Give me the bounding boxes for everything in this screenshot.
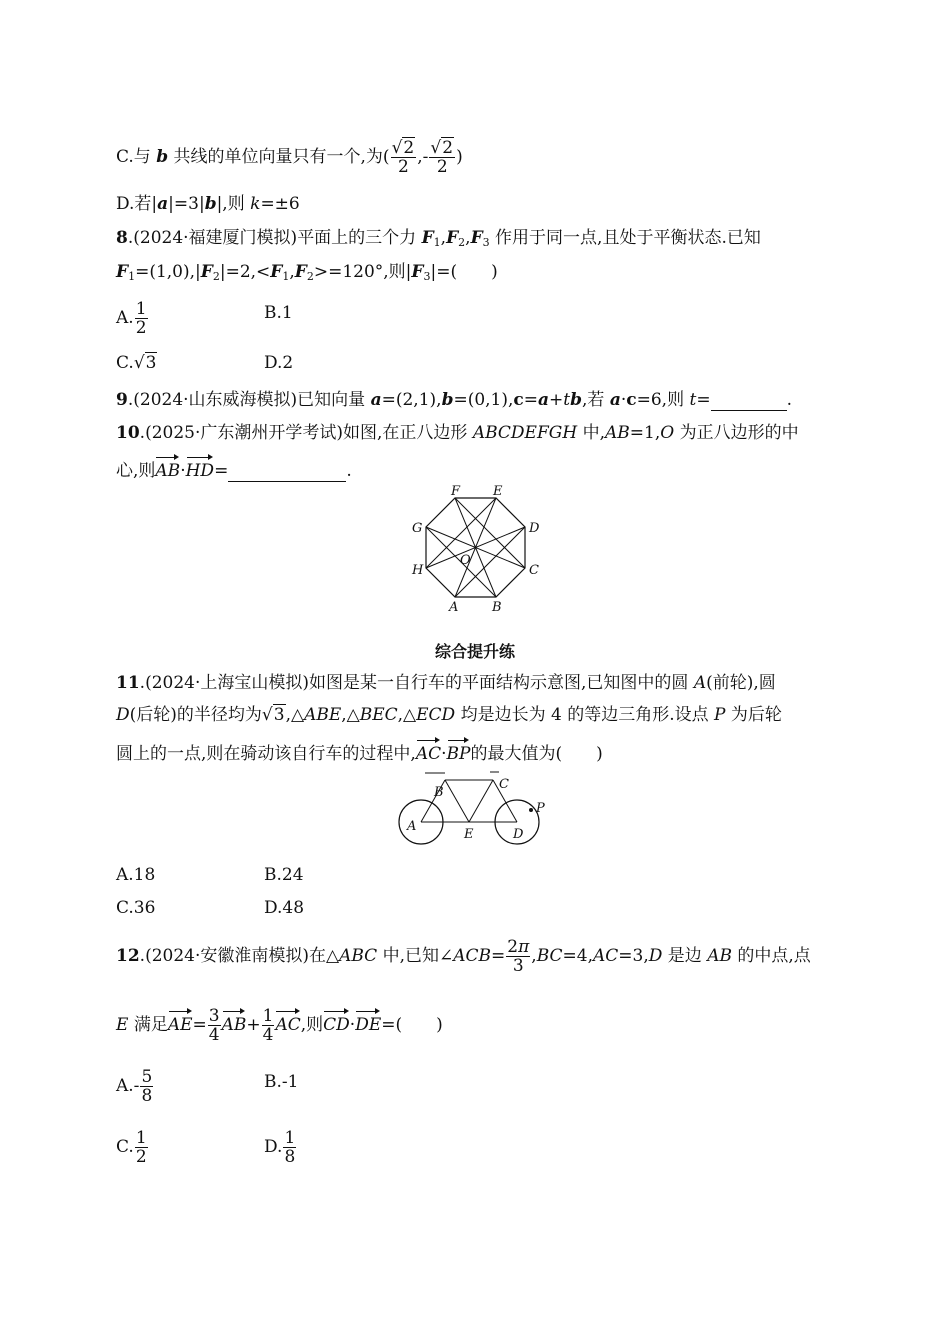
octagon-label-g: G <box>412 521 423 536</box>
q8-source: .(2024·福建厦门模拟) <box>127 228 298 248</box>
q10-stem-line1: 10.(2025·广东潮州开学考试)如图,在正八边形 ABCDEFGH 中,AB=1,O 为正八边形的中 <box>116 423 799 443</box>
q11-option-a: A.18 <box>116 865 156 885</box>
octagon-label-d: D <box>529 521 540 536</box>
octagon-figure <box>400 480 550 620</box>
octagon-label-a: A <box>449 600 459 615</box>
octagon-label-f: F <box>451 484 461 499</box>
q8-option-a: A. $\frac{1}{2}$ <box>116 299 147 338</box>
q12-option-a: A.- $\frac{5}{8}$ <box>116 1067 153 1106</box>
octagon-label-e: E <box>493 484 503 499</box>
bicycle-label-e: E <box>464 827 474 842</box>
octagon-label-o: O <box>460 553 471 568</box>
q8-option-b: B.1 <box>264 303 293 323</box>
section-title: 综合提升练 <box>434 642 515 661</box>
bicycle-figure <box>395 768 555 848</box>
octagon-label-b: B <box>492 600 502 615</box>
q11-stem-line3: 圆上的一点,则在骑动该自行车的过程中,AC·BP的最大值为( ) <box>116 737 603 765</box>
q12-stem-line1: 12.(2024·安徽淮南模拟)在△ABC 中,已知∠ACB= $\frac{2\pi}{3}$ ,BC=4,AC=3,D 是边 AB 的中点,点 <box>116 937 811 976</box>
q11-option-d: D.48 <box>264 898 305 918</box>
q9-number: 9 <box>116 390 128 410</box>
q8-number: 8 <box>116 228 128 248</box>
q9-stem: 9.(2024·山东威海模拟)已知向量 a=(2,1),b=(0,1),c=a+tb,若 a·c=6,则 t= . <box>116 390 792 410</box>
q10-stem-line2: 心,则AB·HD= . <box>116 454 352 482</box>
bicycle-label-d: D <box>513 827 524 842</box>
q8-option-c: C.√3 <box>116 353 157 373</box>
q11-option-b: B.24 <box>264 865 304 885</box>
q11-number: 11 <box>116 673 140 693</box>
bicycle-label-a: A <box>407 819 417 834</box>
q11-stem-line1: 11.(2024·上海宝山模拟)如图是某一自行车的平面结构示意图,已知图中的圆 A(前轮),圆 <box>116 673 776 693</box>
q8-option-d: D.2 <box>264 353 294 373</box>
q7-option-c: C.与 b 共线的单位向量只有一个,为( $\frac{√2}{2}$ ,- $\frac{√2}{2}$ ) <box>116 138 463 177</box>
q11-option-c: C.36 <box>116 898 156 918</box>
bicycle-label-c: C <box>499 777 509 792</box>
bicycle-label-p: P <box>536 801 545 816</box>
q12-option-c: C. $\frac{1}{2}$ <box>116 1128 147 1167</box>
q8-stem-line1: 8.(2024·福建厦门模拟)平面上的三个力 $F_1,F_2,F_3$ 作用于同一点,且处于平衡状态.已知 <box>116 228 761 249</box>
q12-option-b: B.-1 <box>264 1072 299 1092</box>
bicycle-label-b: B <box>434 785 444 800</box>
q12-number: 12 <box>116 946 140 966</box>
q12-stem-line2: E 满足AE= $\frac{3}{4}$ AB+ $\frac{1}{4}$ AC,则CD·DE=( ) <box>116 1006 443 1045</box>
q7-option-d: D.若|a|=3|b|,则 k=±6 <box>116 194 300 214</box>
q12-option-d: D. $\frac{1}{8}$ <box>264 1128 296 1167</box>
octagon-label-c: C <box>529 563 539 578</box>
octagon-label-h: H <box>412 563 424 578</box>
q10-number: 10 <box>116 423 140 443</box>
q8-stem-line2: $F_1=(1,0),|F_2|=2,<F_1,F_2>=120^\circ$,则$|F_3|=$( ) <box>116 262 498 283</box>
q11-stem-line2: D(后轮)的半径均为√3,△ABE,△BEC,△ECD 均是边长为 4 的等边三角形.设点 P 为后轮 <box>116 705 782 725</box>
